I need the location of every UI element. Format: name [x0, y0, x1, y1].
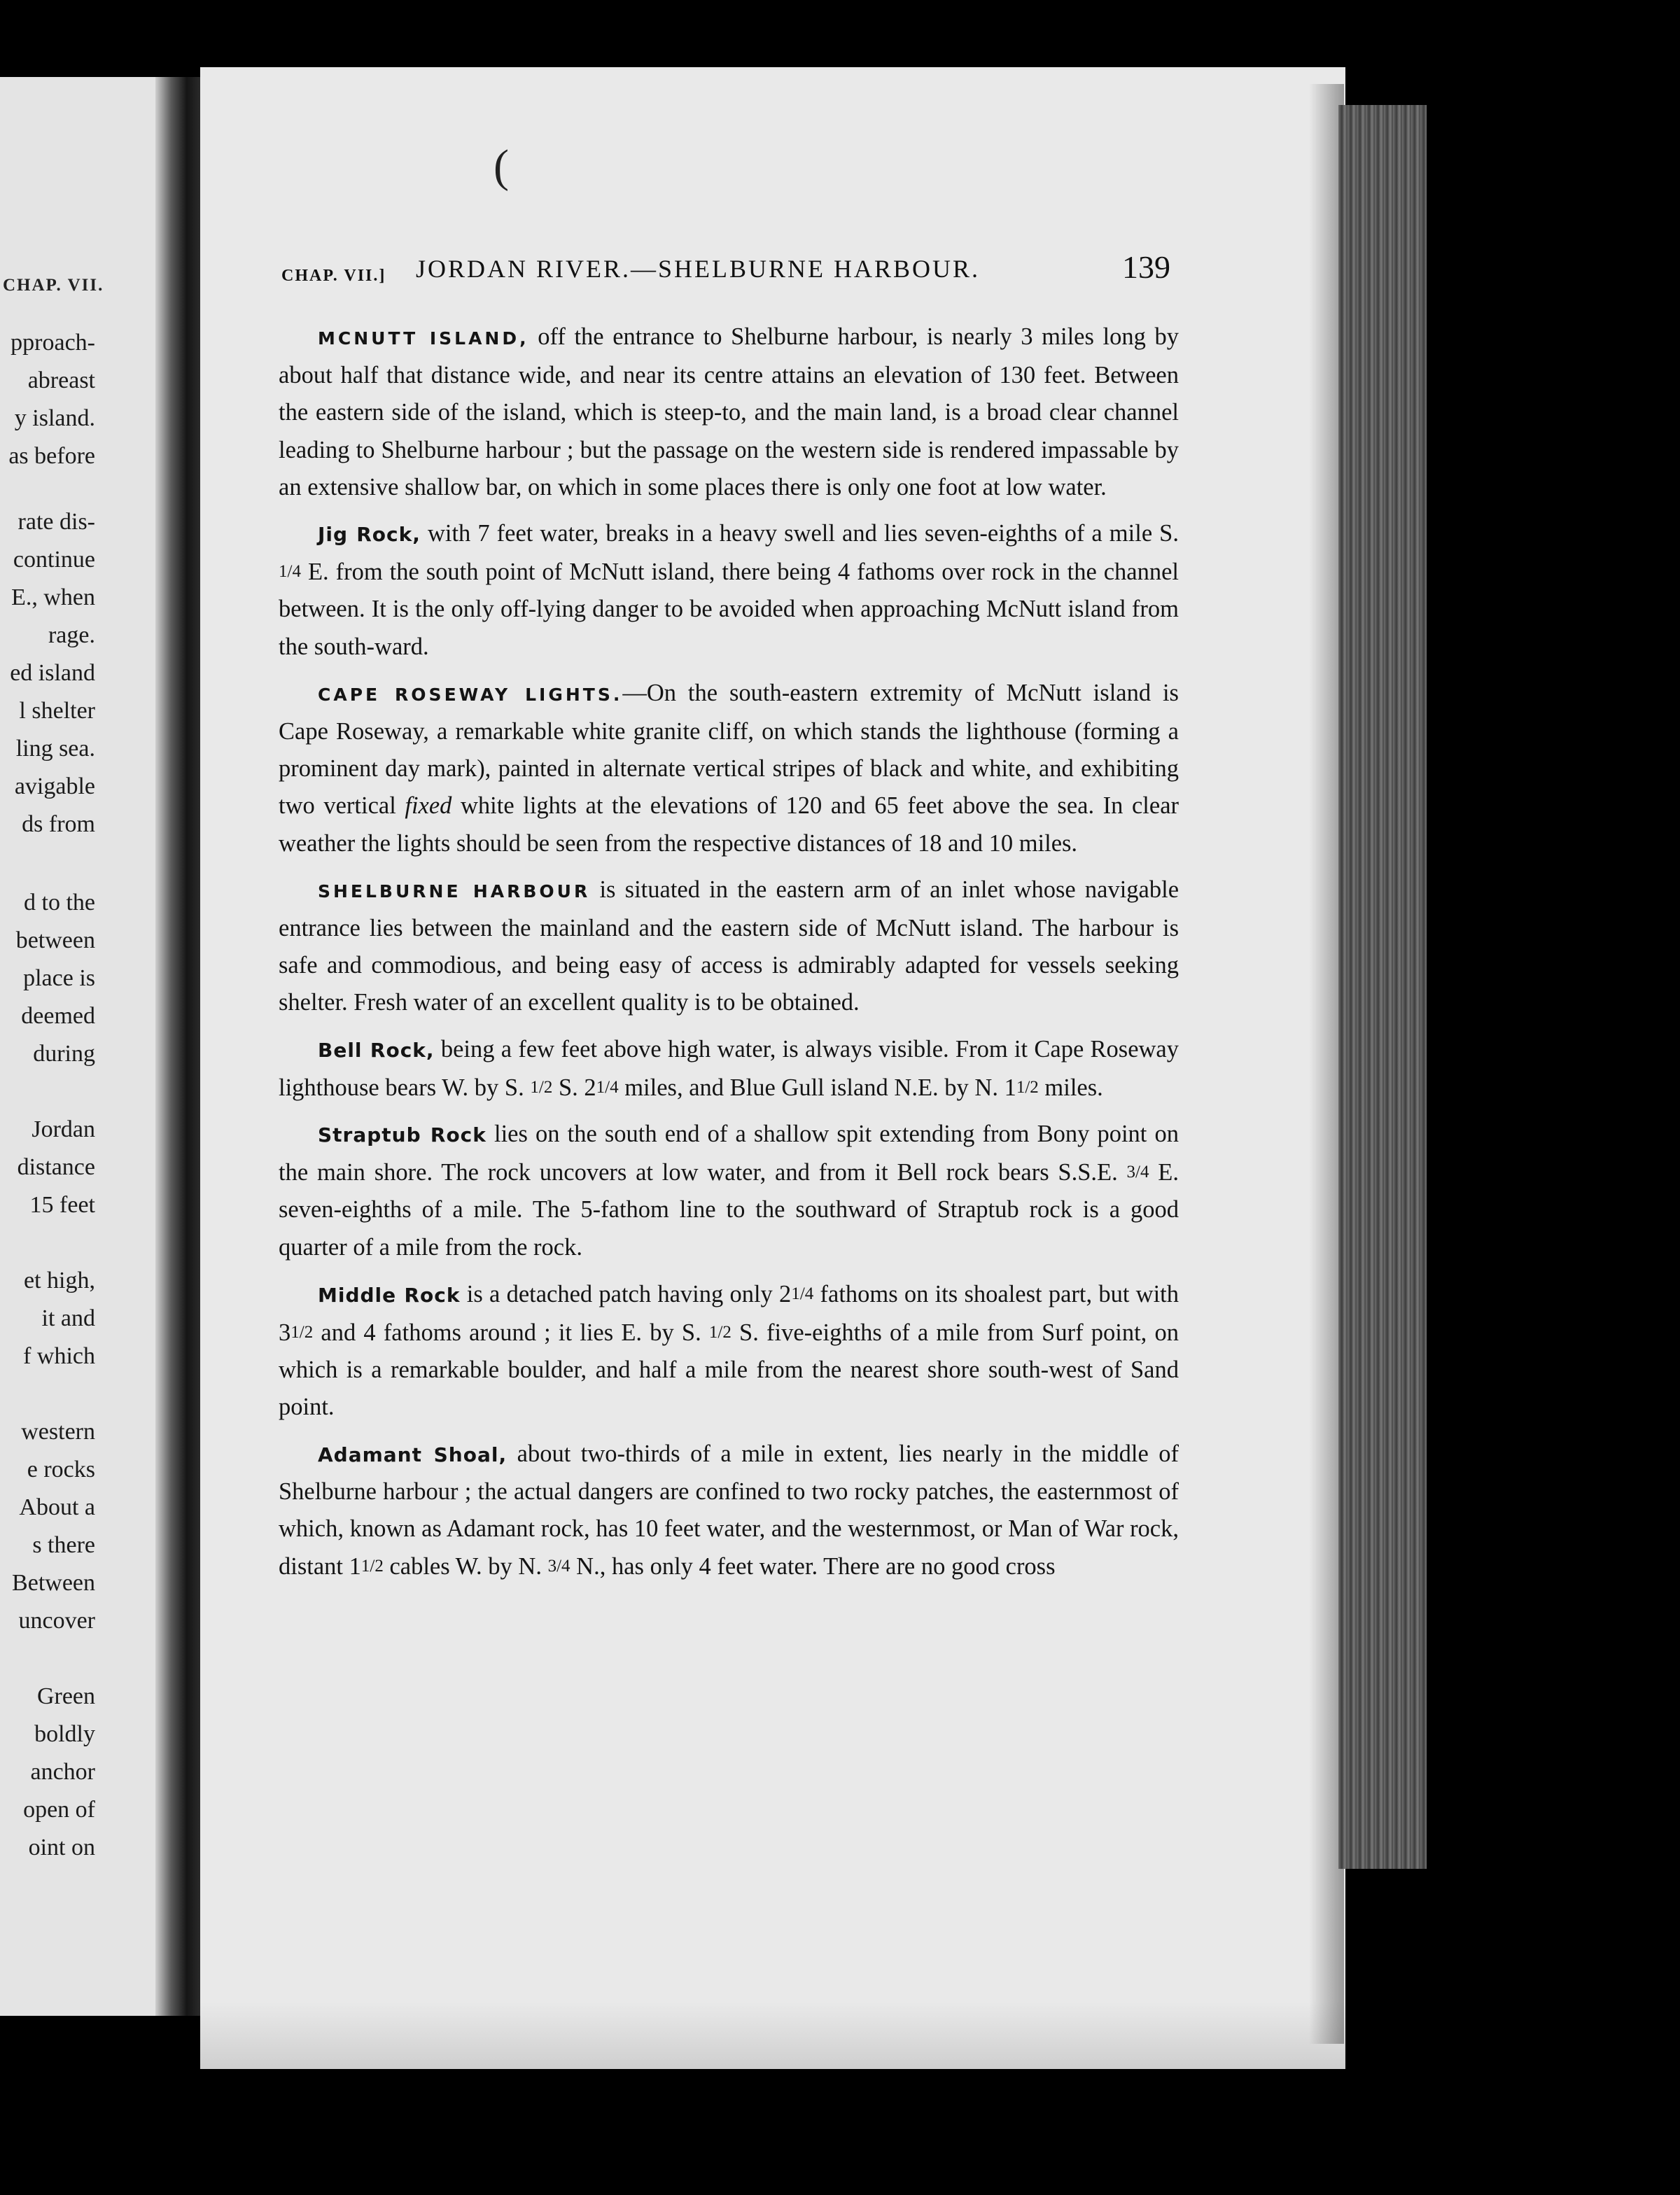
left-page-line: s there — [32, 1532, 95, 1558]
paragraph-text: cables W. by N. — [389, 1553, 542, 1580]
paragraph-mcnutt-island — [279, 318, 1179, 506]
left-page-line: e rocks — [27, 1457, 95, 1482]
paragraph-text: S. five-eighths of a mile from Surf point, on which is a remarkable boulder, and half a mile from the nearest shore south-west of Sand point. — [279, 1319, 1179, 1421]
paragraph-adamant-shoal — [279, 1436, 1179, 1586]
left-page-line: Between — [12, 1570, 95, 1596]
fraction: 1/2 — [708, 1323, 732, 1342]
paragraph-text: lies on the south end of a shallow spit extending from Bony point on the main shore. The rock uncovers at low water, and from it Bell rock bears S.S.E. — [279, 1121, 1179, 1186]
paragraph-text: is a detached patch having only 2 — [466, 1280, 792, 1307]
paragraph-bell-rock — [279, 1031, 1179, 1107]
page-number: 139 — [1122, 249, 1170, 285]
paragraph-shelburne-harbour — [279, 871, 1179, 1022]
paragraph-text: fathoms on its shoalest part, but with 3 — [279, 1280, 1180, 1347]
left-page-line: pproach- — [10, 330, 95, 356]
paragraph-text: S. 2 — [558, 1074, 596, 1101]
section-heading: Middle Rock — [318, 1283, 461, 1307]
paragraph-text: N., has only 4 feet water. There are no good cross — [576, 1553, 1056, 1580]
left-page-line: f which — [23, 1343, 95, 1369]
left-page-line: open of — [23, 1797, 95, 1823]
left-page-line: oint on — [28, 1835, 95, 1860]
left-page-line: 15 feet — [29, 1192, 95, 1218]
left-page-line: Green — [36, 1683, 95, 1709]
section-heading: CAPE ROSEWAY LIGHTS. — [318, 684, 623, 705]
page-stack-edge — [1338, 105, 1427, 1869]
paragraph-middle-rock — [279, 1275, 1179, 1426]
left-page-line: it and — [41, 1305, 95, 1331]
left-page-line: ed island — [10, 660, 95, 686]
paragraph-text: —On the south-eastern extremity of McNutt island is Cape Roseway, a remarkable white granite cliff, on which stands the lighthouse (forming a prominent day mark), painted in alternate vertical stripes of black and white, and exhibiting two vertical — [279, 679, 1179, 820]
left-page-line: between — [15, 927, 95, 953]
fraction: 1/4 — [791, 1284, 814, 1303]
section-heading: Straptub Rock — [318, 1123, 486, 1147]
paragraph-text: and 4 fathoms around ; it lies E. by S. — [321, 1319, 701, 1347]
left-page-line: rate dis- — [18, 509, 95, 535]
section-heading: Bell Rock, — [318, 1038, 435, 1062]
stray-mark: ( — [493, 141, 509, 192]
left-page-line: distance — [17, 1154, 95, 1180]
fraction: 1/4 — [596, 1077, 619, 1097]
fraction: 1/2 — [290, 1323, 314, 1342]
left-page-line: ds from — [22, 811, 95, 837]
paragraph-straptub-rock — [279, 1116, 1179, 1266]
paragraph-text: with 7 feet water, breaks in a heavy swell and lies seven-eighths of a mile S. — [427, 520, 1179, 547]
left-page-line: rage. — [48, 622, 95, 648]
left-page-line: et high, — [24, 1268, 95, 1293]
left-page-line: abreast — [27, 367, 95, 393]
italic-text: fixed — [405, 792, 452, 820]
left-page-line: deemed — [21, 1003, 95, 1029]
main-text-column — [279, 318, 1179, 1595]
left-page-line: during — [33, 1041, 95, 1067]
running-head — [281, 248, 1170, 297]
fraction: 3/4 — [1126, 1163, 1149, 1182]
left-page-line: ling sea. — [15, 736, 95, 762]
paragraph-text: E. seven-eighths of a mile. The 5-fathom line to the southward of Straptub rock is a good quarter of a mile from the rock. — [279, 1159, 1179, 1261]
left-page-chapter-header: CHAP. VII. — [3, 276, 104, 295]
section-heading: Jig Rock, — [318, 523, 421, 547]
paragraph-text: is situated in the eastern arm of an inlet whose navigable entrance lies between the mainland and the eastern side of McNutt island. The harbour is safe and commodious, and being easy of access is admirably adapted for vessels seeking shelter. Fresh water of an excellent quality is to be obtained. — [279, 876, 1180, 1016]
section-heading: MCNUTT ISLAND, — [318, 328, 529, 349]
running-title: JORDAN RIVER.—SHELBURNE HARBOUR. — [416, 255, 981, 283]
paragraph-text: being a few feet above high water, is always visible. From it Cape Roseway lighthouse bears W. by S. — [279, 1035, 1179, 1101]
left-page-line: l shelter — [19, 698, 95, 724]
left-page-line: boldly — [34, 1721, 95, 1747]
left-page-line: place is — [23, 965, 95, 991]
chapter-label: CHAP. VII.] — [281, 267, 386, 285]
paragraph-text: white lights at the elevations of 120 and 65 feet above the sea. In clear weather the lights should be seen from the respective distances of 18 and 10 miles. — [279, 792, 1179, 857]
left-page-line: Jordan — [31, 1116, 95, 1142]
left-page-line: About a — [19, 1494, 95, 1520]
section-heading: SHELBURNE HARBOUR — [318, 881, 591, 902]
left-page-line: uncover — [18, 1608, 95, 1634]
left-page-line: continue — [13, 547, 95, 573]
paragraph-text: miles, and Blue Gull island N.E. by N. 1 — [624, 1074, 1016, 1101]
left-page-line: anchor — [30, 1759, 95, 1785]
paragraph-jig-rock — [279, 515, 1179, 666]
left-page-line: western — [21, 1419, 95, 1445]
section-heading: Adamant Shoal, — [318, 1443, 507, 1466]
fraction: 1/4 — [279, 562, 301, 582]
left-page-line: y island. — [14, 405, 95, 431]
paragraph-text: about two-thirds of a mile in extent, lies nearly in the middle of Shelburne harbour ; the actual dangers are confined to two rocky patches, the easternmost of which, known as Adamant rock, has 10 feet water, and the westernmost, or Man of War rock, distant 1 — [279, 1440, 1180, 1580]
left-page-line: avigable — [14, 773, 95, 799]
book-gutter — [155, 77, 200, 2016]
left-page-line: d to the — [24, 890, 95, 916]
fraction: 3/4 — [547, 1557, 570, 1576]
left-page-line: E., when — [11, 584, 95, 610]
fraction: 1/2 — [360, 1557, 384, 1576]
page-bottom-shading — [200, 2002, 1345, 2069]
left-page-line: as before — [8, 443, 95, 469]
fraction: 1/2 — [1016, 1077, 1039, 1097]
fraction: 1/2 — [530, 1077, 553, 1097]
paragraph-text: miles. — [1044, 1074, 1103, 1101]
paragraph-text: off the entrance to Shelburne harbour, is nearly 3 miles long by about half that distance wide, and near its centre attains an elevation of 130 feet. Between the eastern side of the island, which is steep-to, and the main land, is a broad clear channel leading to Shelburne harbour ; but the passage on the western side is rendered impassable by an extensive shallow bar, on which in some places there is only one foot at low water. — [279, 323, 1180, 500]
paragraph-cape-roseway-lights — [279, 675, 1179, 862]
paragraph-text: E. from the south point of McNutt island, there being 4 fathoms over rock in the channel between. It is the only off-lying danger to be avoided when approaching McNutt island from the south-ward. — [279, 559, 1180, 660]
